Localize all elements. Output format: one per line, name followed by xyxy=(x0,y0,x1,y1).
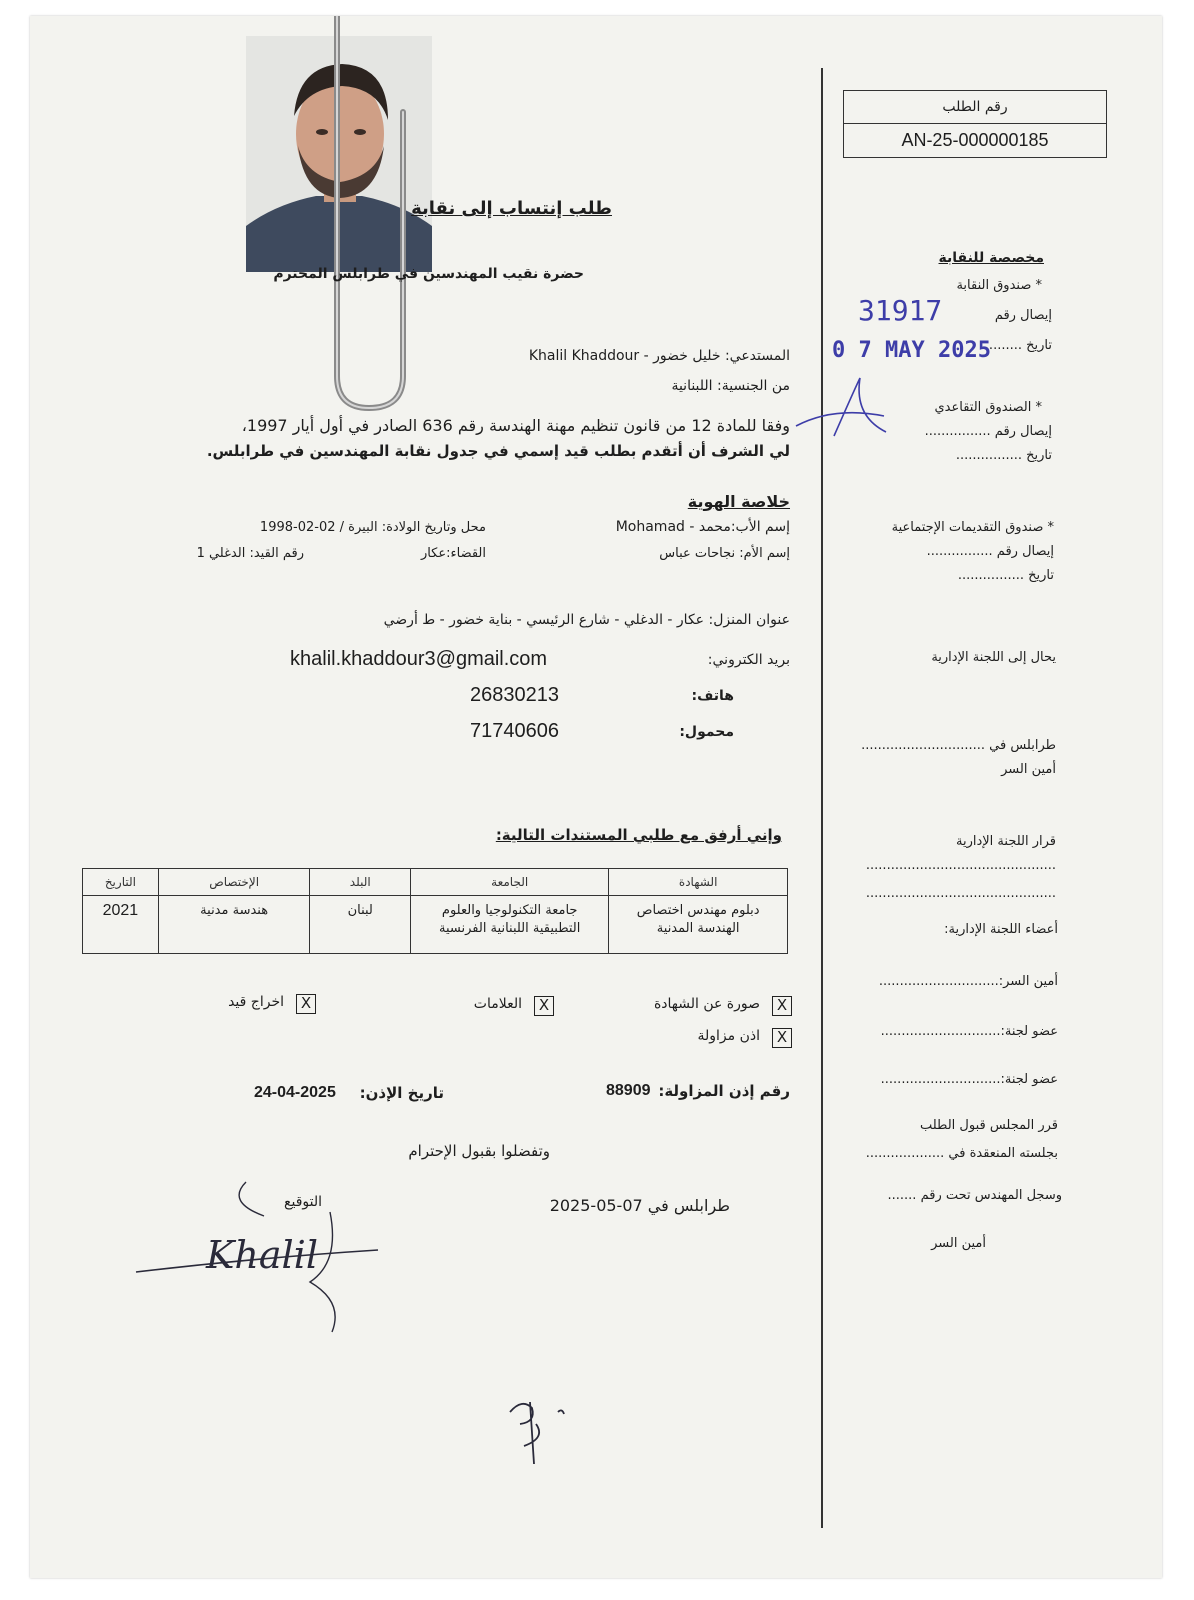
header-date: التاريخ xyxy=(83,869,159,896)
initials-mark xyxy=(506,1394,576,1470)
union-date: تاريخ .......... xyxy=(980,338,1052,353)
cell-country: لبنان xyxy=(310,896,411,954)
cell-certificate xyxy=(609,896,788,954)
request-number-value: AN-25-000000185 xyxy=(901,130,1049,150)
certificate-copy-label: صورة عن الشهادة xyxy=(653,996,760,1012)
addressee-line: حضرة نقيب المهندسين في طرابلس المحترم xyxy=(273,266,584,282)
union-fund: * صندوق النقابة xyxy=(956,278,1042,293)
retirement-fund: * الصندوق التقاعدي xyxy=(934,400,1042,415)
header-country: البلد xyxy=(310,869,411,896)
retirement-receipt: إيصال رقم ................ xyxy=(924,424,1052,439)
date-stamp: 0 7 MAY 2025 xyxy=(832,338,991,363)
sidebar-heading: مخصصة للنقابة xyxy=(938,250,1044,266)
stamp-signature-mark xyxy=(794,376,894,446)
union-receipt: إيصال رقم xyxy=(994,308,1052,323)
admin-decision-line-2: .............................................. xyxy=(865,886,1056,901)
admin-members: أعضاء اللجنة الإدارية: xyxy=(944,922,1058,937)
applicant-label: المستدعي: xyxy=(724,348,790,364)
certificate-copy-checkbox[interactable]: X xyxy=(772,996,792,1016)
members-secretary: أمين السر:............................. xyxy=(878,974,1058,989)
secretary-final: أمين السر xyxy=(931,1236,986,1251)
intro-line-1: وفقا للمادة 12 من قانون تنظيم مهنة الهندسة رقم 636 الصادر في أول أيار 1997، xyxy=(241,416,790,435)
social-receipt: إيصال رقم ................ xyxy=(926,544,1054,559)
committee-member-2: عضو لجنة:............................. xyxy=(880,1072,1058,1087)
mobile-value: 71740606 xyxy=(470,720,559,742)
certificate-line-2: الهندسة المدنية xyxy=(656,921,740,936)
admin-decision-line-1: .............................................. xyxy=(865,858,1056,873)
district: القضاء:عكار xyxy=(420,546,486,561)
permit-date-value: 24-04-2025 xyxy=(254,1084,336,1101)
nationality-line xyxy=(671,378,790,394)
father-name: إسم الأب:محمد - Mohamad xyxy=(615,519,790,535)
receipt-stamp-number: 31917 xyxy=(858,294,943,327)
cell-year: 2021 xyxy=(83,896,159,954)
header-specialty: الإختصاص xyxy=(158,869,310,896)
grades-checkbox[interactable]: X xyxy=(534,996,554,1016)
council-session: بجلسته المنعقدة في ................... xyxy=(865,1146,1058,1161)
applicant-line xyxy=(529,348,790,364)
university-line-2: التطبيقية اللبنانية الفرنسية xyxy=(439,921,581,936)
documents-table xyxy=(82,868,788,954)
request-number-box xyxy=(843,90,1107,158)
home-address: عنوان المنزل: عكار - الدغلي - شارع الرئيسي - بناية خضور - ط أرضي xyxy=(383,612,790,628)
council-accept: قرر المجلس قبول الطلب xyxy=(919,1118,1058,1133)
table-row xyxy=(83,896,788,954)
practice-permit-label: اذن مزاولة xyxy=(697,1028,760,1044)
secretary-1: أمين السر xyxy=(1001,762,1056,777)
tripoli-in: طرابلس في .............................. xyxy=(861,738,1056,753)
header-certificate: الشهادة xyxy=(609,869,788,896)
nationality-label: من الجنسية: xyxy=(717,378,790,394)
committee-member-1: عضو لجنة:............................. xyxy=(880,1024,1058,1039)
engineer-registered: وسجل المهندس تحت رقم ....... xyxy=(887,1188,1062,1203)
retirement-date: تاريخ ................ xyxy=(955,448,1052,463)
university-line-1: جامعة التكنولوجيا والعلوم xyxy=(441,903,578,918)
phone-value: 26830213 xyxy=(470,684,559,706)
permit-number-value: 88909 xyxy=(606,1082,651,1099)
email-label: بريد الكتروني: xyxy=(707,652,790,668)
permit-date-label: تاريخ الإذن: xyxy=(359,1084,444,1102)
registry-extract-label: اخراج قيد xyxy=(228,994,284,1010)
document-page xyxy=(30,16,1162,1578)
referred-to-committee: يحال إلى اللجنة الإدارية xyxy=(931,650,1056,665)
permit-number-label: رقم إذن المزاولة: xyxy=(658,1082,790,1100)
cell-specialty: هندسة مدنية xyxy=(158,896,310,954)
social-fund: * صندوق التقديمات الإجتماعية xyxy=(891,520,1054,535)
cell-university xyxy=(411,896,609,954)
place-date: طرابلس في 07-05-2025 xyxy=(549,1196,730,1215)
mother-name: إسم الأم: نجاحات عباس xyxy=(659,546,790,561)
docs-heading: وإني أرفق مع طلبي المستندات التالية: xyxy=(495,826,782,844)
signature-text: Khalil xyxy=(206,1233,318,1277)
practice-permit-checkbox[interactable]: X xyxy=(772,1028,792,1048)
applicant-signature xyxy=(134,1172,384,1342)
nationality-value: اللبنانية xyxy=(671,378,713,394)
form-title: طلب إنتساب إلى نقابة xyxy=(411,198,612,219)
admin-decision: قرار اللجنة الإدارية xyxy=(956,834,1056,849)
email-value: khalil.khaddour3@gmail.com xyxy=(290,648,548,670)
grades-label: العلامات xyxy=(473,996,522,1012)
phone-label: هاتف: xyxy=(691,688,734,704)
closing-line: وتفضلوا بقبول الإحترام xyxy=(408,1142,550,1160)
column-divider xyxy=(821,68,823,1528)
header-university: الجامعة xyxy=(411,869,609,896)
intro-line-2: لي الشرف أن أتقدم بطلب قيد إسمي في جدول نقابة المهندسين في طرابلس. xyxy=(206,442,790,460)
registry-number: رقم القيد: الدغلي 1 xyxy=(196,546,304,561)
identity-heading: خلاصة الهوية xyxy=(687,492,790,511)
table-header-row xyxy=(83,869,788,896)
social-date: تاريخ ................ xyxy=(957,568,1054,583)
applicant-photo xyxy=(246,36,432,272)
birth-place-date: محل وتاريخ الولادة: البيرة / 02-02-1998 xyxy=(259,520,486,535)
mobile-label: محمول: xyxy=(679,724,734,740)
signature-label: التوقيع xyxy=(284,1194,322,1210)
certificate-line-1: دبلوم مهندس اختصاص xyxy=(636,903,760,918)
registry-extract-checkbox[interactable]: X xyxy=(296,994,316,1014)
applicant-value: خليل خضور - Khalil Khaddour xyxy=(528,348,721,364)
request-number-label: رقم الطلب xyxy=(844,91,1106,124)
